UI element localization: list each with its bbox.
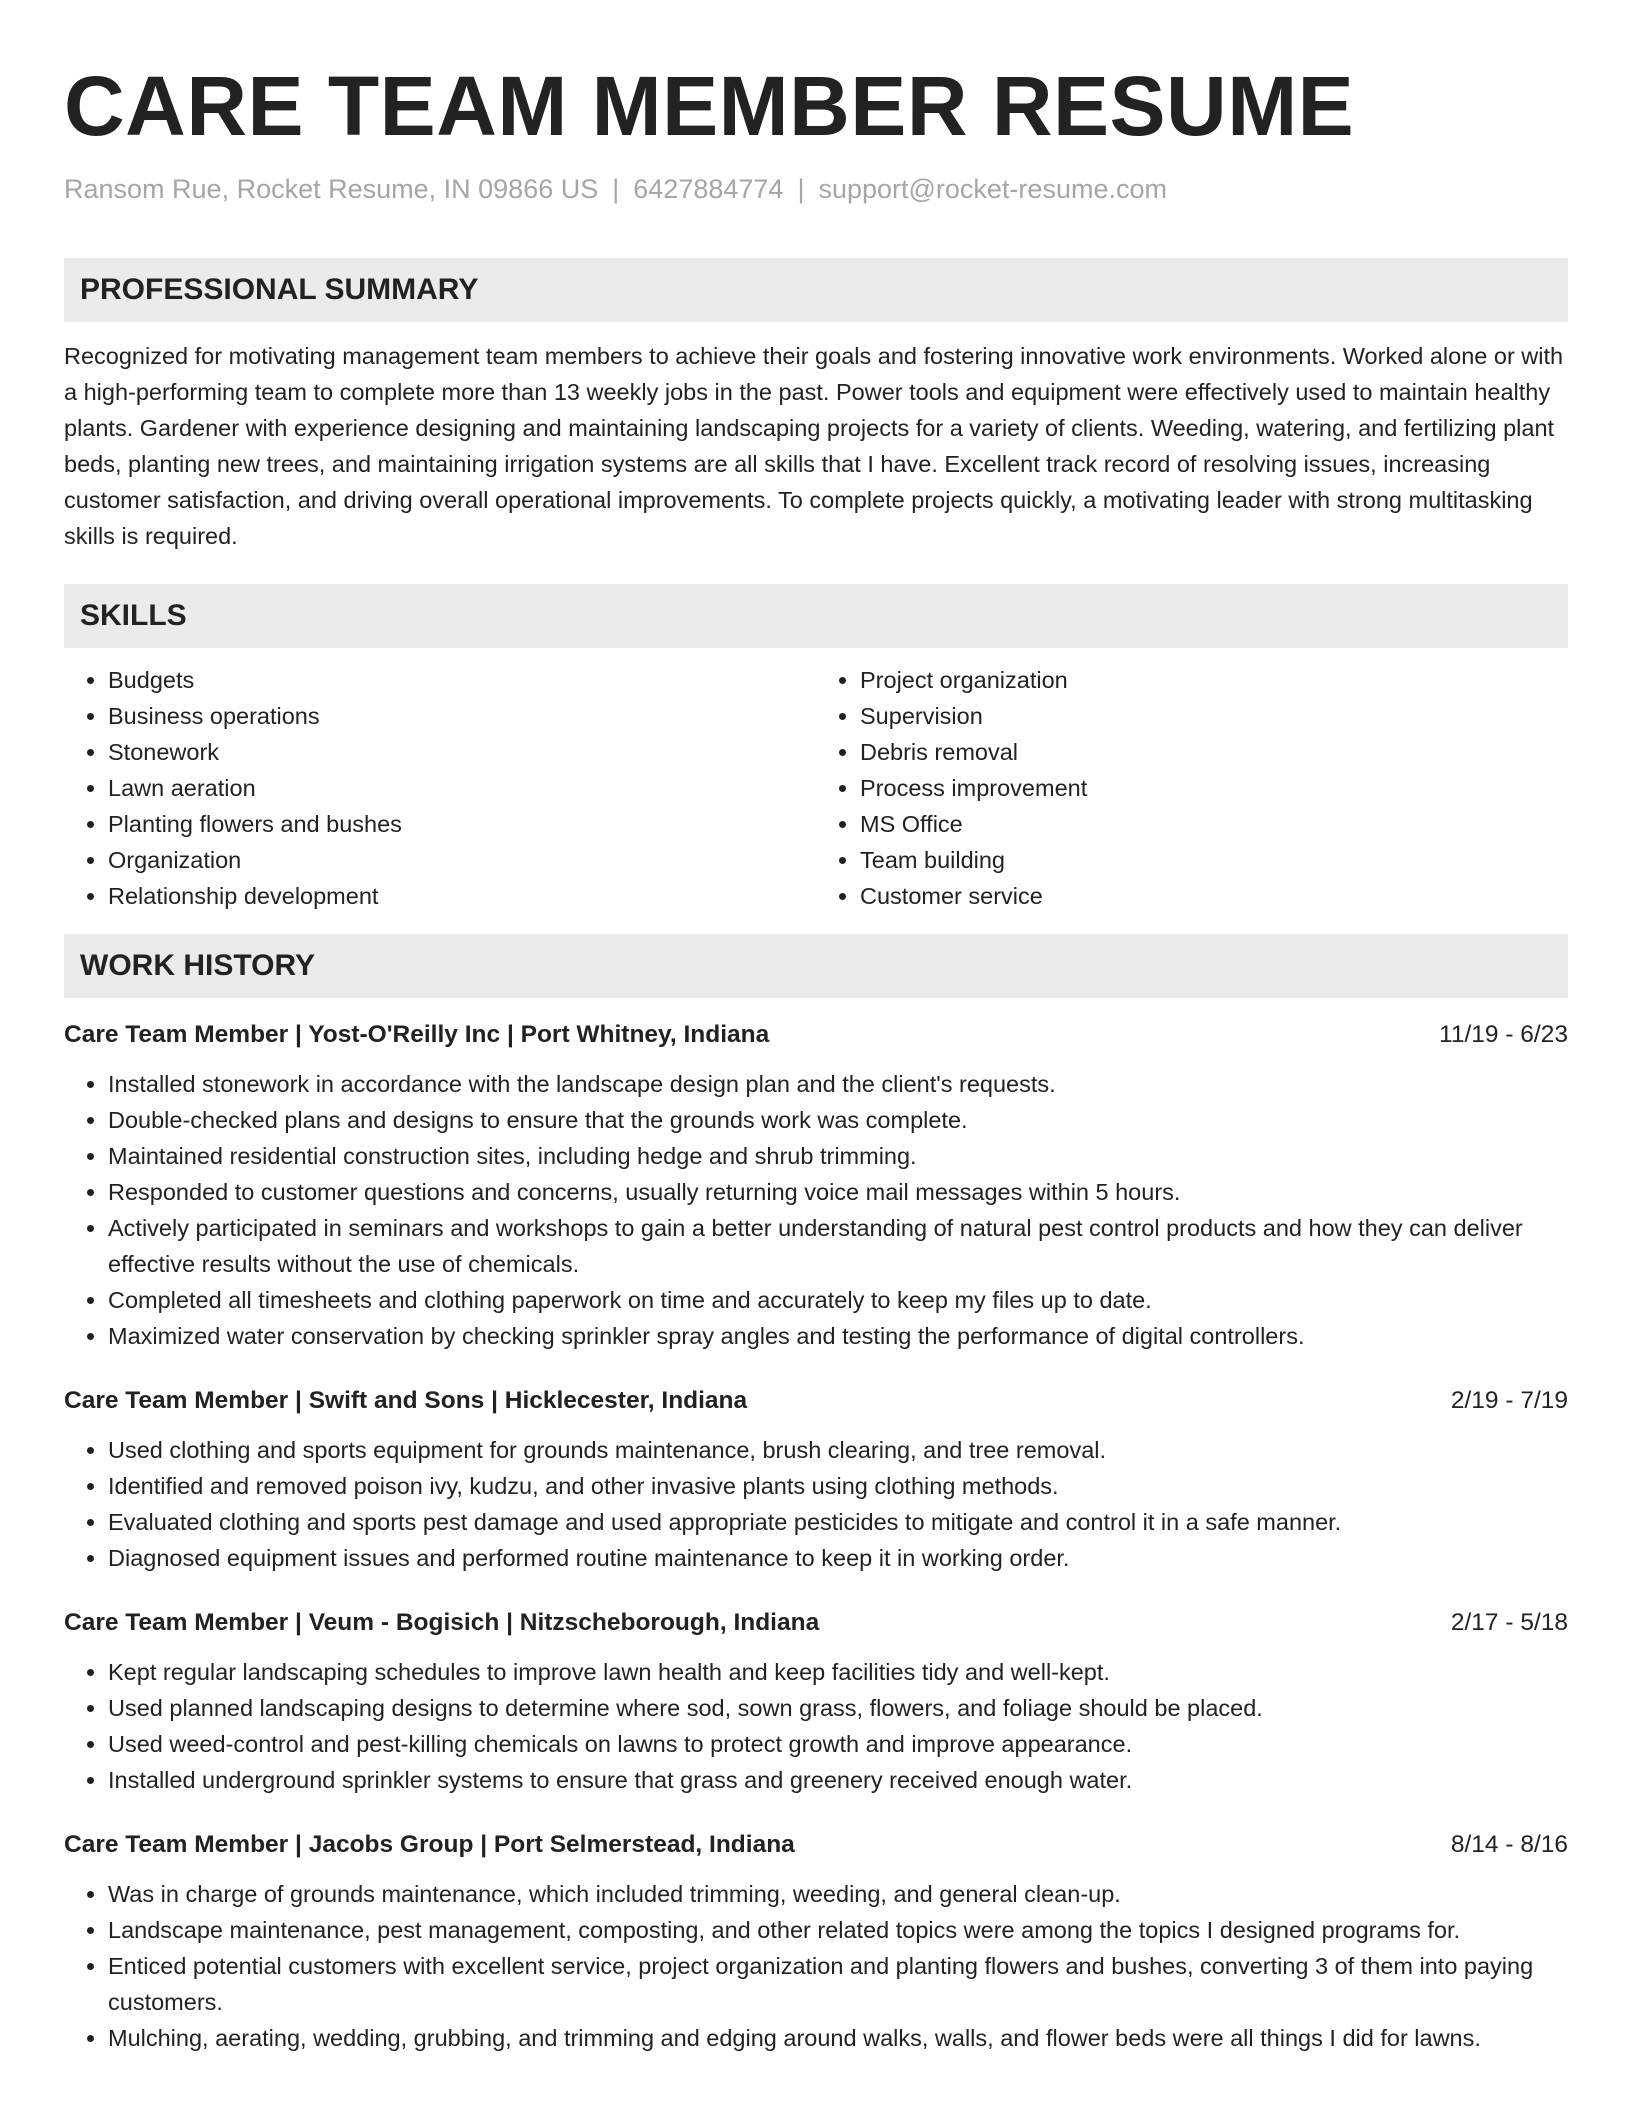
job-bullet: • Enticed potential customers with excellent service, project organization and planting flowers and bushes, converting 3 of them into paying customers. [108, 1948, 1568, 2020]
skill-item: • Business operations [108, 698, 816, 734]
job-header [64, 1384, 1568, 1418]
skills-column-left [64, 662, 816, 914]
contact-email: support@rocket-resume.com [818, 174, 1167, 204]
job-bullet: • Identified and removed poison ivy, kudzu, and other invasive plants using clothing methods. [108, 1468, 1568, 1504]
job-header [64, 1018, 1568, 1052]
skill-item: • Stonework [108, 734, 816, 770]
job-header [64, 1606, 1568, 1640]
job-bullets [64, 1066, 1568, 1354]
job-title: Care Team Member | Yost-O'Reilly Inc | Port Whitney, Indiana [64, 1021, 770, 1048]
skill-item: • Debris removal [860, 734, 1568, 770]
contact-phone: 6427884774 [633, 174, 784, 204]
job-bullet: • Double-checked plans and designs to ensure that the grounds work was complete. [108, 1102, 1568, 1138]
skill-item: • Project organization [860, 662, 1568, 698]
job-dates: 2/19 - 7/19 [1450, 1387, 1568, 1414]
skill-item: • Process improvement [860, 770, 1568, 806]
section-header-work-history: WORK HISTORY [64, 934, 1568, 998]
job-bullets [64, 1432, 1568, 1576]
job-bullet: • Installed stonework in accordance with the landscape design plan and the client's requests. [108, 1066, 1568, 1102]
job-bullet: • Actively participated in seminars and workshops to gain a better understanding of natural pest control products and how they can deliver effective results without the use of chemicals. [108, 1210, 1568, 1282]
job-title: Care Team Member | Veum - Bogisich | Nitzscheborough, Indiana [64, 1609, 820, 1636]
skill-item: • Planting flowers and bushes [108, 806, 816, 842]
job-title: Care Team Member | Swift and Sons | Hicklecester, Indiana [64, 1387, 748, 1414]
skill-item: • Team building [860, 842, 1568, 878]
skills-column-right [816, 662, 1568, 914]
job-bullet: • Maintained residential construction sites, including hedge and shrub trimming. [108, 1138, 1568, 1174]
job-title: Care Team Member | Jacobs Group | Port Selmerstead, Indiana [64, 1831, 795, 1858]
skill-item: • Relationship development [108, 878, 816, 914]
contact-separator: | [797, 174, 805, 204]
skill-item: • Budgets [108, 662, 816, 698]
job-bullet: • Used weed-control and pest-killing chemicals on lawns to protect growth and improve appearance. [108, 1726, 1568, 1762]
job-bullet: • Was in charge of grounds maintenance, which included trimming, weeding, and general clean-up. [108, 1876, 1568, 1912]
job-bullet: • Installed underground sprinkler systems to ensure that grass and greenery received enough water. [108, 1762, 1568, 1798]
job-bullet: • Evaluated clothing and sports pest damage and used appropriate pesticides to mitigate and control it in a safe manner. [108, 1504, 1568, 1540]
job-bullets [64, 1654, 1568, 1798]
job-bullet: • Mulching, aerating, wedding, grubbing, and trimming and edging around walks, walls, and flower beds were all things I did for lawns. [108, 2020, 1568, 2056]
job-bullet: • Used planned landscaping designs to determine where sod, sown grass, flowers, and foliage should be placed. [108, 1690, 1568, 1726]
summary-text: Recognized for motivating management team members to achieve their goals and fostering innovative work environments. Worked alone or with a high-performing team to complete more than 13 weekly jobs in the past. Power tools and equipment were effectively used to maintain healthy plants. Gardener with experience designing and maintaining landscaping projects for a variety of clients. Weeding, watering, and fertilizing plant beds, planting new trees, and maintaining irrigation systems are all skills that I have. Excellent track record of resolving issues, increasing customer satisfaction, and driving overall operational improvements. To complete projects quickly, a motivating leader with strong multitasking skills is required. [64, 343, 1564, 549]
job-bullet: • Used clothing and sports equipment for grounds maintenance, brush clearing, and tree removal. [108, 1432, 1568, 1468]
section-header-summary: PROFESSIONAL SUMMARY [64, 258, 1568, 322]
job-bullets [64, 1876, 1568, 2056]
job-bullet: • Completed all timesheets and clothing paperwork on time and accurately to keep my files up to date. [108, 1282, 1568, 1318]
job-dates: 2/17 - 5/18 [1450, 1609, 1568, 1636]
job-bullet: • Responded to customer questions and concerns, usually returning voice mail messages within 5 hours. [108, 1174, 1568, 1210]
job-header [64, 1828, 1568, 1862]
section-header-skills: SKILLS [64, 584, 1568, 648]
contact-line [64, 172, 1568, 206]
job-dates: 8/14 - 8/16 [1450, 1831, 1568, 1858]
job-entry [64, 1606, 1568, 1798]
job-bullet: • Maximized water conservation by checking sprinkler spray angles and testing the performance of digital controllers. [108, 1318, 1568, 1354]
job-dates: 11/19 - 6/23 [1439, 1021, 1568, 1048]
skill-item: • Organization [108, 842, 816, 878]
job-entry [64, 1384, 1568, 1576]
skills-list [64, 662, 1568, 914]
job-bullet: • Kept regular landscaping schedules to improve lawn health and keep facilities tidy and well-kept. [108, 1654, 1568, 1690]
job-entry [64, 1828, 1568, 2056]
job-bullet: • Landscape maintenance, pest management, composting, and other related topics were among the topics I designed programs for. [108, 1912, 1568, 1948]
contact-separator: | [612, 174, 620, 204]
skill-item: • Customer service [860, 878, 1568, 914]
job-entry [64, 1018, 1568, 1354]
skill-item: • Lawn aeration [108, 770, 816, 806]
skill-item: • Supervision [860, 698, 1568, 734]
contact-address: Ransom Rue, Rocket Resume, IN 09866 US [64, 174, 599, 204]
job-bullet: • Diagnosed equipment issues and performed routine maintenance to keep it in working order. [108, 1540, 1568, 1576]
resume-title: CARE TEAM MEMBER RESUME [64, 59, 1355, 153]
skill-item: • MS Office [860, 806, 1568, 842]
